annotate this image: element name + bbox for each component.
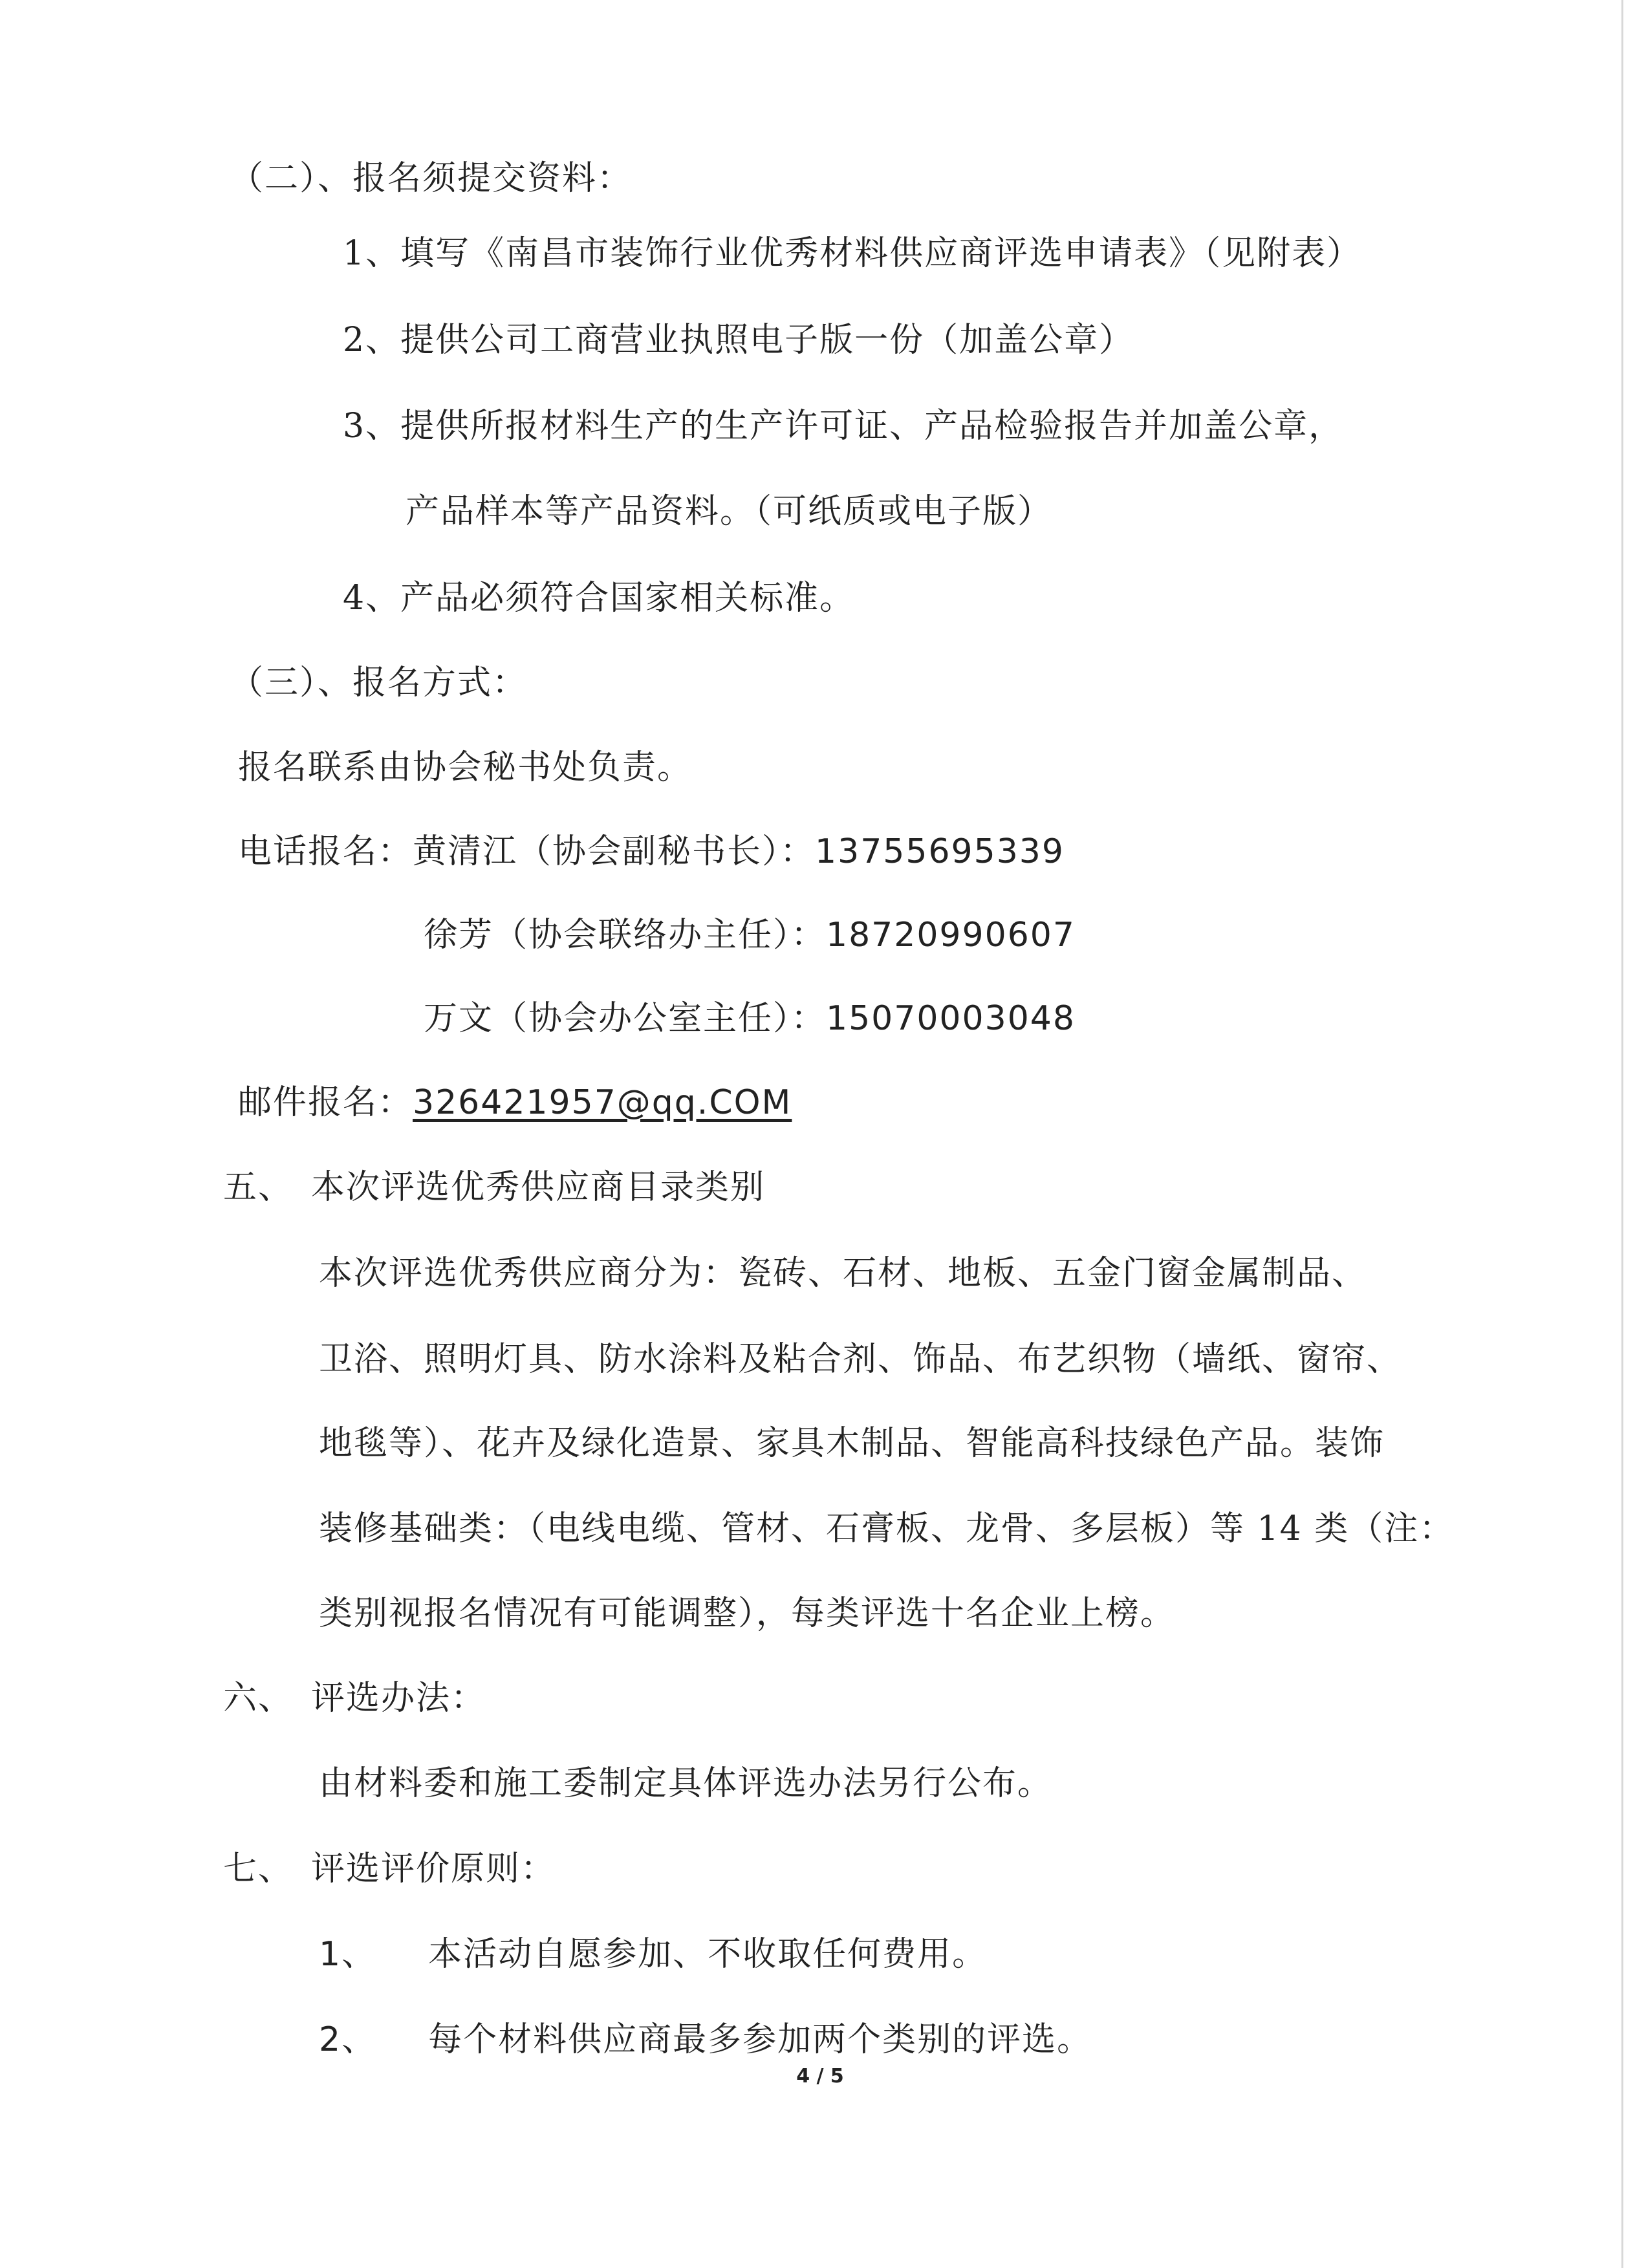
section-7-heading: 七、 评选评价原则： bbox=[223, 1850, 556, 1888]
item-number: 2、 bbox=[319, 2020, 377, 2059]
item-text: 本活动自愿参加、不收取任何费用。 bbox=[428, 1935, 988, 1974]
section-5-para-line: 卫浴、照明灯具、防水涂料及粘合剂、饰品、布艺织物（墙纸、窗帘、 bbox=[319, 1340, 1402, 1379]
section-5-para-line: 装修基础类：（电线电缆、管材、石膏板、龙骨、多层板）等 14 类（注： bbox=[319, 1509, 1455, 1548]
contact-phone: 15070003048 bbox=[826, 999, 1076, 1038]
section-2-heading: （二）、报名须提交资料： bbox=[230, 159, 633, 198]
section-7-item bbox=[319, 1934, 987, 1975]
item-number: 1、 bbox=[319, 1935, 377, 1974]
item-text: 每个材料供应商最多参加两个类别的评选。 bbox=[428, 2020, 1092, 2059]
section-2-item-2: 2、提供公司工商营业执照电子版一份（加盖公章） bbox=[343, 321, 1134, 360]
contact-phone: 18720990607 bbox=[826, 916, 1076, 955]
section-3-intro: 报名联系由协会秘书处负责。 bbox=[238, 748, 693, 787]
contact-row bbox=[238, 831, 1065, 872]
email-row bbox=[238, 1082, 792, 1123]
email-link[interactable]: 326421957@qq.COM bbox=[413, 1083, 792, 1122]
contact-name: 黄清江（协会副秘书长）： bbox=[413, 832, 816, 871]
contact-name: 万文（协会办公室主任）： bbox=[424, 999, 827, 1038]
section-5-para-line: 地毯等）、花卉及绿化造景、家具木制品、智能高科技绿色产品。装饰 bbox=[319, 1424, 1385, 1463]
section-2-item-3-cont: 产品样本等产品资料。（可纸质或电子版） bbox=[406, 492, 1053, 531]
section-5-para-line: 类别视报名情况有可能调整），每类评选十名企业上榜。 bbox=[319, 1594, 1176, 1633]
section-2-item-1: 1、填写《南昌市装饰行业优秀材料供应商评选申请表》（见附表） bbox=[343, 234, 1362, 273]
page-number: 4 / 5 bbox=[796, 2065, 844, 2088]
section-6-heading: 六、 评选办法： bbox=[223, 1679, 486, 1718]
section-5-heading: 五、 本次评选优秀供应商目录类别 bbox=[223, 1168, 766, 1207]
email-label: 邮件报名： bbox=[238, 1083, 413, 1122]
contact-name: 徐芳（协会联络办主任）： bbox=[424, 916, 827, 955]
scan-edge bbox=[1621, 0, 1623, 2268]
section-6-text: 由材料委和施工委制定具体评选办法另行公布。 bbox=[319, 1764, 1053, 1803]
section-3-heading: （三）、报名方式： bbox=[230, 664, 528, 702]
section-5-para-line: 本次评选优秀供应商分为：瓷砖、石材、地板、五金门窗金属制品、 bbox=[319, 1254, 1367, 1293]
contact-row bbox=[424, 914, 1076, 956]
section-7-item bbox=[319, 2019, 1092, 2060]
section-2-item-3: 3、提供所报材料生产的生产许可证、产品检验报告并加盖公章， bbox=[343, 407, 1344, 446]
contact-row bbox=[424, 998, 1076, 1039]
section-2-item-4: 4、产品必须符合国家相关标准。 bbox=[343, 579, 855, 618]
phone-label: 电话报名： bbox=[238, 832, 413, 871]
contact-phone: 13755695339 bbox=[815, 832, 1065, 871]
